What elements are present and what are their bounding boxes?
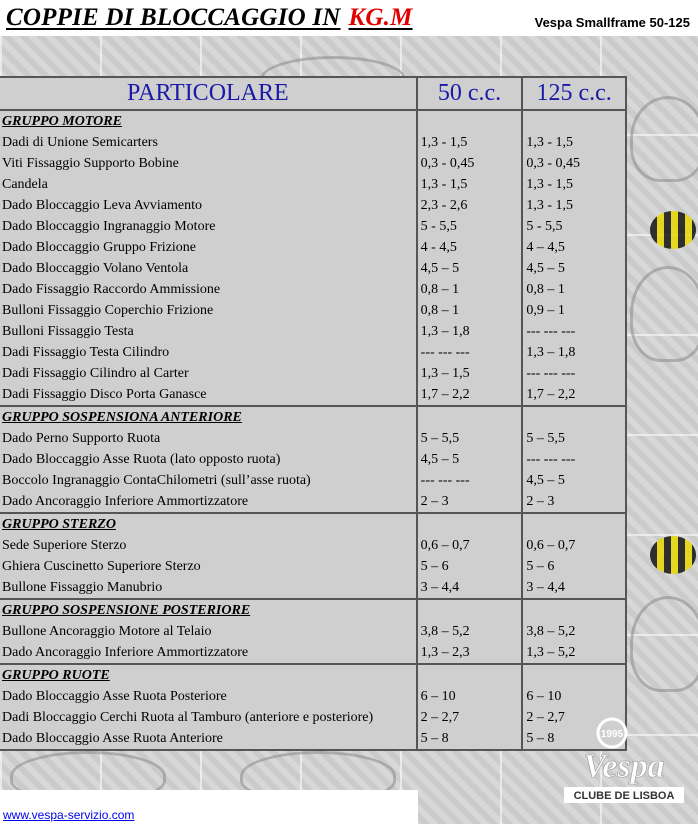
torque-125cc-cell: 4 – 4,5 [522,237,626,258]
section-title: GRUPPO SOSPENSIONA ANTERIORE [0,406,417,428]
section-empty-cell [417,664,523,686]
section-empty-cell [417,513,523,535]
torque-125cc-cell: 4,5 – 5 [522,470,626,491]
torque-50cc-cell: 6 – 10 [417,686,523,707]
torque-50cc-cell: 0,6 – 0,7 [417,535,523,556]
torque-50cc-cell: 5 – 8 [417,728,523,750]
table-row [0,535,626,556]
section-empty-cell [522,406,626,428]
torque-50cc-cell: 1,7 – 2,2 [417,384,523,406]
torque-125cc-cell: 1,7 – 2,2 [522,384,626,406]
table-row [0,491,626,513]
part-name-cell: Bullone Fissaggio Manubrio [0,577,417,599]
torque-125cc-cell: 6 – 10 [522,686,626,707]
section-header-row [0,664,626,686]
column-header-50cc: 50 c.c. [417,77,523,110]
torque-50cc-cell: 2,3 - 2,6 [417,195,523,216]
torque-50cc-cell: 1,3 – 2,3 [417,642,523,664]
table-row [0,556,626,577]
part-name-cell: Bulloni Fissaggio Coperchio Frizione [0,300,417,321]
table-body [0,110,626,750]
scooter-outline-icon [630,266,698,362]
title-text: COPPIE DI BLOCCAGGIO IN [6,4,341,31]
torque-50cc-cell: 2 – 3 [417,491,523,513]
scooter-outline-icon [630,596,698,692]
part-name-cell: Candela [0,174,417,195]
torque-125cc-cell: --- --- --- [522,449,626,470]
section-title: GRUPPO RUOTE [0,664,417,686]
part-name-cell: Dadi Fissaggio Cilindro al Carter [0,363,417,384]
scooter-outline-icon [630,96,698,182]
part-name-cell: Dado Bloccaggio Ingranaggio Motore [0,216,417,237]
torque-125cc-cell: 0,3 - 0,45 [522,153,626,174]
header-bar [0,0,698,36]
torque-125cc-cell: --- --- --- [522,363,626,384]
part-name-cell: Dado Ancoraggio Inferiore Ammortizzatore [0,642,417,664]
table-row [0,428,626,449]
table-row [0,153,626,174]
part-name-cell: Bulloni Fissaggio Testa [0,321,417,342]
torque-125cc-cell: 1,3 – 5,2 [522,642,626,664]
part-name-cell: Dado Bloccaggio Asse Ruota Anteriore [0,728,417,750]
torque-50cc-cell: 1,3 – 1,5 [417,363,523,384]
section-empty-cell [522,110,626,132]
torque-50cc-cell: 4,5 – 5 [417,449,523,470]
torque-125cc-cell: 1,3 - 1,5 [522,132,626,153]
table-row [0,195,626,216]
column-header-125cc: 125 c.c. [522,77,626,110]
torque-125cc-cell: 1,3 - 1,5 [522,174,626,195]
torque-125cc-cell: 5 – 5,5 [522,428,626,449]
bee-mascot-icon [650,536,696,574]
torque-125cc-cell: 0,8 – 1 [522,279,626,300]
table-row [0,216,626,237]
logo-number: 1995 [600,729,624,740]
part-name-cell: Bullone Ancoraggio Motore al Telaio [0,621,417,642]
torque-50cc-cell: --- --- --- [417,342,523,363]
torque-50cc-cell: 1,3 - 1,5 [417,132,523,153]
torque-table [0,76,627,751]
torque-50cc-cell: 1,3 - 1,5 [417,174,523,195]
part-name-cell: Ghiera Cuscinetto Superiore Sterzo [0,556,417,577]
column-header-part: PARTICOLARE [0,77,417,110]
table-row [0,237,626,258]
table-row [0,384,626,406]
part-name-cell: Dado Ancoraggio Inferiore Ammortizzatore [0,491,417,513]
part-name-cell: Sede Superiore Sterzo [0,535,417,556]
part-name-cell: Dado Bloccaggio Volano Ventola [0,258,417,279]
part-name-cell: Dadi di Unione Semicarters [0,132,417,153]
section-header-row [0,406,626,428]
table-row [0,707,626,728]
torque-50cc-cell: 5 - 5,5 [417,216,523,237]
section-title: GRUPPO STERZO [0,513,417,535]
torque-50cc-cell: --- --- --- [417,470,523,491]
page-title [6,4,413,32]
torque-125cc-cell: 5 – 8 [522,728,626,750]
torque-125cc-cell: --- --- --- [522,321,626,342]
section-title: GRUPPO SOSPENSIONE POSTERIORE [0,599,417,621]
table-row [0,470,626,491]
bee-mascot-icon [650,211,696,249]
table-row [0,132,626,153]
torque-50cc-cell: 5 – 5,5 [417,428,523,449]
logo-text: CLUBE DE LISBOA [573,790,675,802]
part-name-cell: Viti Fissaggio Supporto Bobine [0,153,417,174]
section-empty-cell [417,599,523,621]
torque-50cc-cell: 5 – 6 [417,556,523,577]
section-empty-cell [522,664,626,686]
torque-125cc-cell: 0,6 – 0,7 [522,535,626,556]
subtitle: Vespa Smallframe 50-125 [534,15,690,30]
table-row [0,258,626,279]
table-row [0,642,626,664]
part-name-cell: Dadi Fissaggio Testa Cilindro [0,342,417,363]
torque-125cc-cell: 5 – 6 [522,556,626,577]
part-name-cell: Dado Bloccaggio Asse Ruota Posteriore [0,686,417,707]
website-link[interactable]: www.vespa-servizio.com [3,808,135,822]
torque-50cc-cell: 0,3 - 0,45 [417,153,523,174]
part-name-cell: Dado Fissaggio Raccordo Ammissione [0,279,417,300]
torque-125cc-cell: 2 – 2,7 [522,707,626,728]
torque-125cc-cell: 5 - 5,5 [522,216,626,237]
torque-50cc-cell: 3 – 4,4 [417,577,523,599]
torque-125cc-cell: 4,5 – 5 [522,258,626,279]
torque-50cc-cell: 0,8 – 1 [417,279,523,300]
torque-125cc-cell: 0,9 – 1 [522,300,626,321]
table-row [0,449,626,470]
section-empty-cell [417,110,523,132]
section-empty-cell [522,513,626,535]
part-name-cell: Dado Perno Supporto Ruota [0,428,417,449]
part-name-cell: Dadi Fissaggio Disco Porta Ganasce [0,384,417,406]
torque-50cc-cell: 4,5 – 5 [417,258,523,279]
logo-word: Vespa [583,748,665,785]
torque-125cc-cell: 2 – 3 [522,491,626,513]
part-name-cell: Dadi Bloccaggio Cerchi Ruota al Tamburo (anteriore e posteriore) [0,707,417,728]
table-row [0,621,626,642]
part-name-cell: Dado Bloccaggio Asse Ruota (lato opposto ruota) [0,449,417,470]
torque-50cc-cell: 2 – 2,7 [417,707,523,728]
torque-125cc-cell: 3 – 4,4 [522,577,626,599]
table-row [0,363,626,384]
torque-125cc-cell: 1,3 - 1,5 [522,195,626,216]
table-row [0,321,626,342]
section-empty-cell [417,406,523,428]
table-row [0,300,626,321]
table-row [0,174,626,195]
part-name-cell: Dado Bloccaggio Gruppo Frizione [0,237,417,258]
section-empty-cell [522,599,626,621]
torque-50cc-cell: 1,3 – 1,8 [417,321,523,342]
section-header-row [0,110,626,132]
torque-50cc-cell: 3,8 – 5,2 [417,621,523,642]
part-name-cell: Boccolo Ingranaggio ContaChilometri (sull’asse ruota) [0,470,417,491]
table-row [0,686,626,707]
torque-125cc-cell: 1,3 – 1,8 [522,342,626,363]
part-name-cell: Dado Bloccaggio Leva Avviamento [0,195,417,216]
table-row [0,728,626,750]
section-header-row [0,599,626,621]
table-row [0,279,626,300]
table-row [0,342,626,363]
section-title: GRUPPO MOTORE [0,110,417,132]
table-row [0,577,626,599]
table-header-row [0,77,626,110]
vespa-club-logo [560,715,688,811]
torque-50cc-cell: 4 - 4,5 [417,237,523,258]
torque-125cc-cell: 3,8 – 5,2 [522,621,626,642]
section-header-row [0,513,626,535]
torque-50cc-cell: 0,8 – 1 [417,300,523,321]
title-unit: KG.M [348,4,413,31]
